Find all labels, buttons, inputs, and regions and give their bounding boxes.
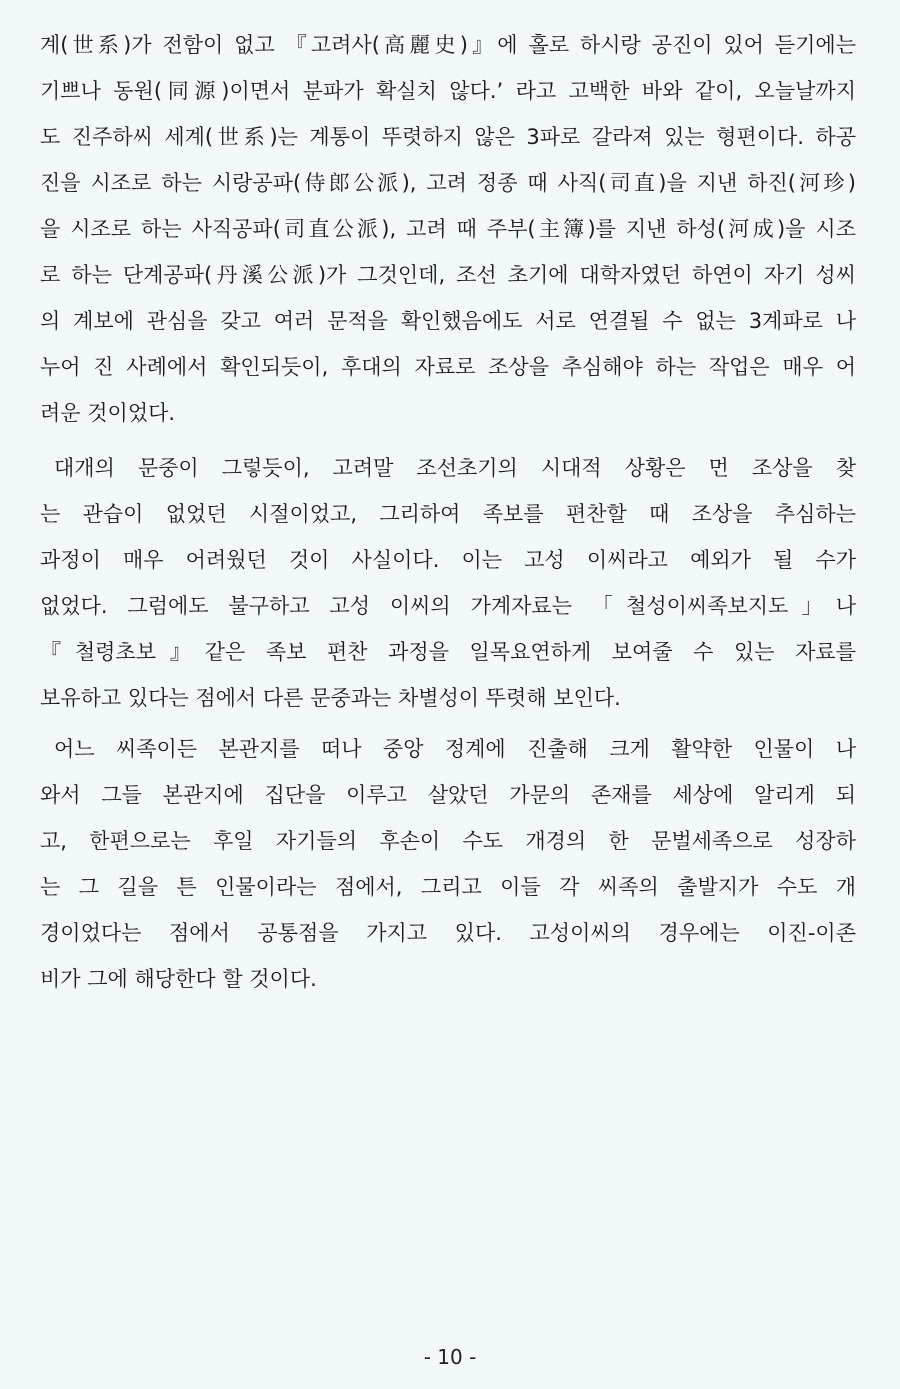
paragraph-2 bbox=[40, 445, 856, 721]
text-line: 과정이 매우 어려웠던 것이 사실이다. 이는 고성 이씨라고 예외가 될 수가 bbox=[40, 548, 856, 572]
text-line: 계(世系)가 전함이 없고 『고려사(高麗史)』에 홀로 하시랑 공진이 있어 듣기에는 bbox=[40, 33, 856, 57]
text-line: 누어 진 사례에서 확인되듯이, 후대의 자료로 조상을 추심해야 하는 작업은 매우 어 bbox=[40, 355, 856, 379]
text-line: 도 진주하씨 세계(世系)는 계통이 뚜렷하지 않은 3파로 갈라져 있는 형편이다. 하공 bbox=[40, 125, 856, 149]
text-line: 『철령초보』같은 족보 편찬 과정을 일목요연하게 보여줄 수 있는 자료를 bbox=[40, 640, 856, 664]
text-line: 비가 그에 해당한다 할 것이다. bbox=[40, 967, 317, 991]
text-line: 고, 한편으로는 후일 자기들의 후손이 수도 개경의 한 문벌세족으로 성장하 bbox=[40, 829, 856, 853]
paragraph-1 bbox=[40, 22, 856, 436]
text-line: 의 계보에 관심을 갖고 여러 문적을 확인했음에도 서로 연결될 수 없는 3계파로 나 bbox=[40, 309, 856, 333]
text-line: 기쁘나 동원(同源)이면서 분파가 확실치 않다.’ 라고 고백한 바와 같이, 오늘날까지 bbox=[40, 79, 856, 103]
text-line: 는 그 길을 튼 인물이라는 점에서, 그리고 이들 각 씨족의 출발지가 수도 개 bbox=[40, 875, 856, 899]
page-number: - 10 - bbox=[423, 1345, 477, 1369]
text-line: 와서 그들 본관지에 집단을 이루고 살았던 가문의 존재를 세상에 알리게 되 bbox=[40, 783, 856, 807]
text-line: 진을 시조로 하는 시랑공파(侍郎公派), 고려 정종 때 사직(司直)을 지낸 하진(河珍) bbox=[40, 171, 856, 195]
text-line: 없었다. 그럼에도 불구하고 고성 이씨의 가계자료는 「철성이씨족보지도」나 bbox=[40, 594, 856, 618]
text-line: 로 하는 단계공파(丹溪公派)가 그것인데, 조선 초기에 대학자였던 하연이 자기 성씨 bbox=[40, 263, 856, 287]
text-line: 을 시조로 하는 사직공파(司直公派), 고려 때 주부(主簿)를 지낸 하성(河成)을 시조 bbox=[40, 217, 856, 241]
text-line: 보유하고 있다는 점에서 다른 문중과는 차별성이 뚜렷해 보인다. bbox=[40, 686, 621, 710]
text-line: 어느 씨족이든 본관지를 떠나 중앙 정계에 진출해 크게 활약한 인물이 나 bbox=[54, 737, 856, 761]
text-line: 려운 것이었다. bbox=[40, 401, 176, 425]
text-line: 는 관습이 없었던 시절이었고, 그리하여 족보를 편찬할 때 조상을 추심하는 bbox=[40, 502, 856, 526]
text-line: 대개의 문중이 그렇듯이, 고려말 조선초기의 시대적 상황은 먼 조상을 찾 bbox=[54, 456, 856, 480]
text-line: 경이었다는 점에서 공통점을 가지고 있다. 고성이씨의 경우에는 이진-이존 bbox=[40, 921, 856, 945]
paragraph-3 bbox=[40, 726, 856, 1002]
